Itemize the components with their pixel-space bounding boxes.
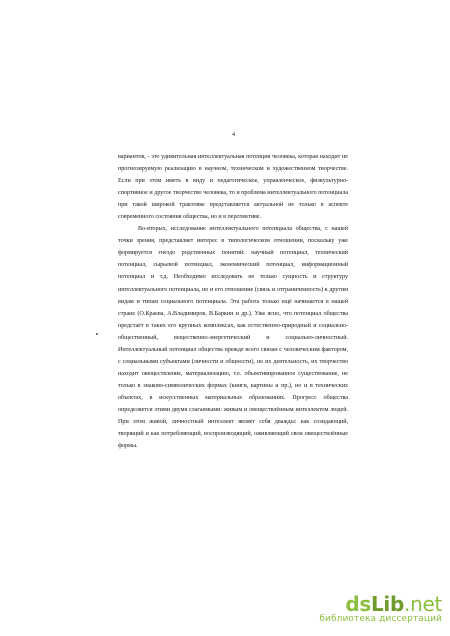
watermark xyxy=(319,592,442,630)
watermark-logo xyxy=(345,592,442,616)
paragraph-1: вариантов, - это удивительная интеллектуальная потенция человека, которая находит не прогнозируемую реализацию в научном, техническом и художественном творчестве. Если при этом иметь в виду и педагогическое, управленческое, физкультурно-спортивное и другое творчество человека, то и проблема интеллектуального потенциала при такой широкой трактовке представляется актуальной не только в аспекте современного состояния общества, но и в перспективе. xyxy=(118,153,348,221)
watermark-tagline: библиотека диссертаций xyxy=(319,614,442,624)
page-number: 4 xyxy=(232,132,235,138)
watermark-logo-net: .net xyxy=(404,592,442,616)
scan-speck xyxy=(96,333,98,335)
document-body xyxy=(118,151,348,452)
watermark-logo-ds: ds xyxy=(345,592,371,616)
watermark-logo-lib: Lib xyxy=(370,592,405,616)
paragraph-2: Во-вторых, исследование интеллектуального потенциала общества, с нашей точки зрения, представляет интерес в типологическом отношении, поскольку уже формируется гнездо родственных понятий: научный потенциал, технический потенциал, сырьевой потенциал, экономический потенциал, информационный потенциал и т.д. Необходимо исследовать не только сущность и структуру интеллектуального потенциала, но и его отношение (связь и отграниченность) к другим видам и типам социального потенциала. Эта работа только ещё начинается в нашей стране (О.Краева, А.Владимиров, В.Баркин и др.). Уже ясно, что потенциал общества предстаёт в таких его крупных комплексах, как естественно-природный и социально-общественный, вещественно-энергетический и социально-личностный. Интеллектуальный потенциал общества прежде всего связан с человеческим фактором, с социальными субъектами (личности и общности), но их деятельность, их творчество находит овеществление, материализацию, т.е. объективированное существование, не только в знаково-символических формах (книги, картины и пр.), но и в технических объектах, в искусственных материальных образованиях. Прогресс общества определяется этими двумя слагаемыми: живым и овеществлённым интеллектом людей. При этом живой, личностный интеллект являет себя дважды: как созидающий, творящий и как потребляющий, воспроизводящий, оживляющий свои овеществлённые формы. xyxy=(118,225,348,450)
